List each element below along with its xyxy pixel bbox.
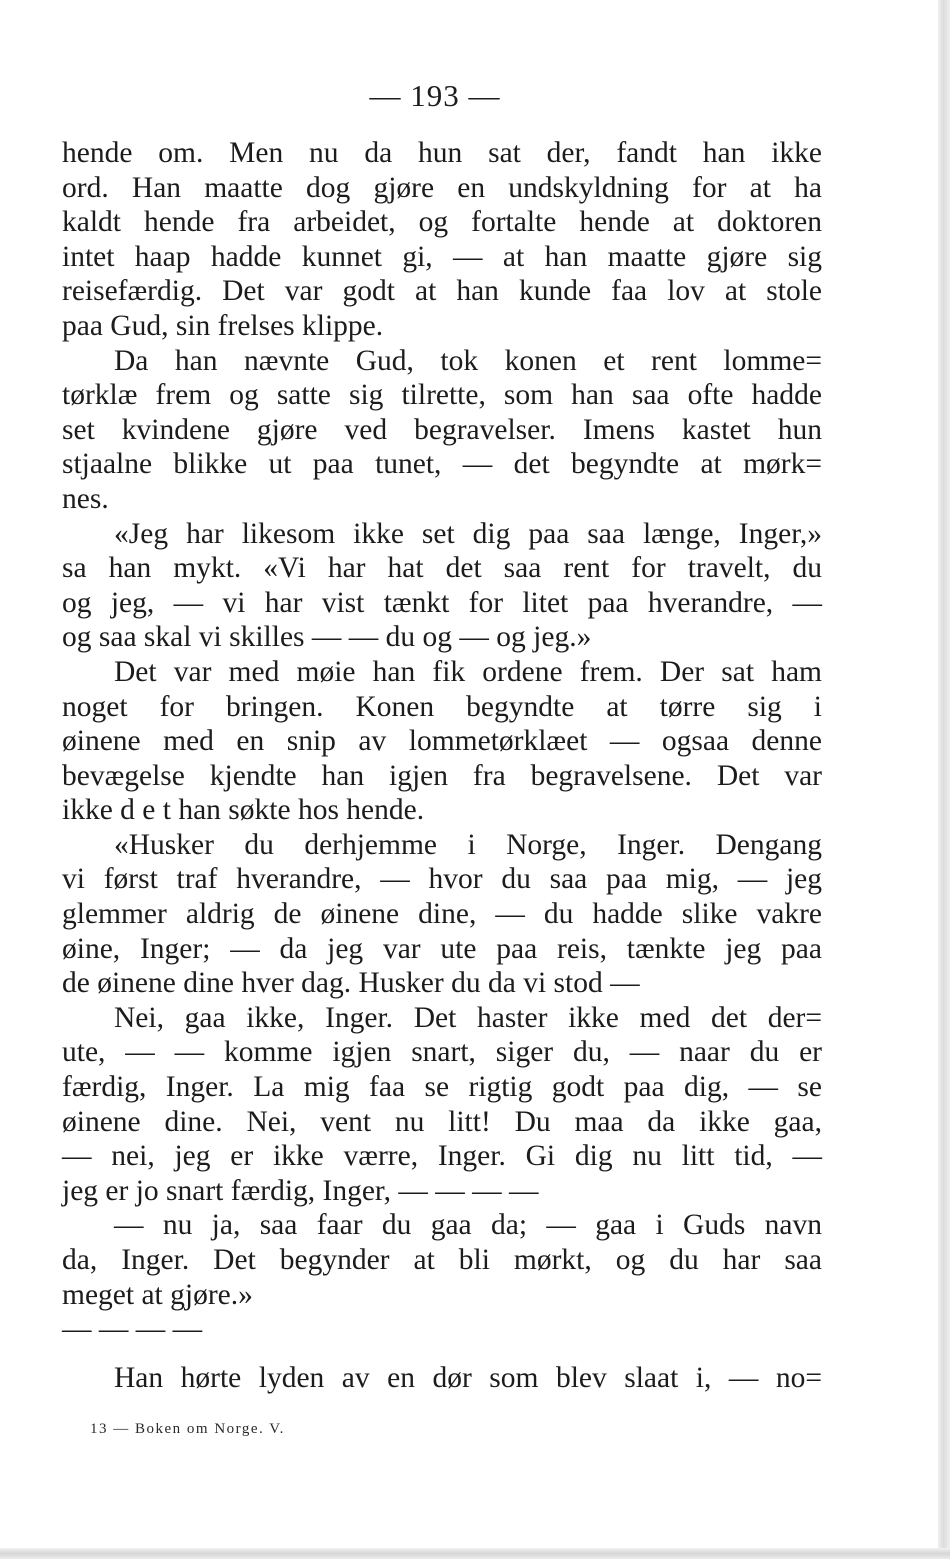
text-line: nes. <box>62 482 109 515</box>
body-text <box>62 136 822 1395</box>
text-line: ord. Han maatte dog gjøre en undskyldning for at ha <box>62 171 822 204</box>
text-line: paa Gud, sin frelses klippe. <box>62 309 384 342</box>
text-line: færdig, Inger. La mig faa se rigtig godt paa dig, — se <box>62 1071 822 1104</box>
text-line: — nu ja, saa faar du gaa da; — gaa i Guds navn <box>114 1209 822 1242</box>
text-line: Det var med møie han fik ordene frem. Der sat ham <box>114 655 822 688</box>
text-line: Nei, gaa ikke, Inger. Det haster ikke med det der= <box>114 1001 822 1034</box>
text-line: meget at gjøre.» <box>62 1278 253 1311</box>
text-line: glemmer aldrig de øinene dine, — du hadde slike vakre <box>62 898 822 931</box>
text-line: øinene dine. Nei, vent nu litt! Du maa da ikke gaa, <box>62 1105 822 1138</box>
page-number: — 193 — <box>369 78 501 113</box>
text-line: kaldt hende fra arbeidet, og fortalte hende at doktoren <box>62 206 822 239</box>
text-line: sa han mykt. «Vi har hat det saa rent for travelt, du <box>62 552 822 585</box>
text-line: øine, Inger; — da jeg var ute paa reis, tænkte jeg paa <box>62 932 822 965</box>
paragraph-gap <box>62 1347 822 1361</box>
text-line: de øinene dine hver dag. Husker du da vi stod — <box>62 967 640 1000</box>
text-line: noget for bringen. Konen begyndte at tørre sig i <box>62 690 822 723</box>
page-edge-shadow-bottom <box>0 1548 950 1559</box>
text-line: — nei, jeg er ikke værre, Inger. Gi dig nu litt tid, — <box>62 1140 822 1173</box>
text-line: øinene med en snip av lommetørklæet — ogsaa denne <box>62 725 822 758</box>
text-line: stjaalne blikke ut paa tunet, — det begyndte at mørk= <box>62 448 822 481</box>
text-line: og saa skal vi skilles — — du og — og jeg.» <box>62 621 592 654</box>
text-line: ute, — — komme igjen snart, siger du, — naar du er <box>62 1036 822 1069</box>
text-line: reisefærdig. Det var godt at han kunde faa lov at stole <box>62 275 822 308</box>
text-line: bevægelse kjendte han igjen fra begravelsene. Det var <box>62 759 822 792</box>
text-line: vi først traf hverandre, — hvor du saa paa mig, — jeg <box>62 863 822 896</box>
text-line: Da han nævnte Gud, tok konen et rent lomme= <box>114 344 822 377</box>
text-line: — — — — <box>62 1313 203 1346</box>
text-line: set kvindene gjøre ved begravelser. Imens kastet hun <box>62 413 822 446</box>
signature-footer: 13 — Boken om Norge. V. <box>90 1421 285 1437</box>
text-line: «Husker du derhjemme i Norge, Inger. Dengang <box>114 828 822 861</box>
text-line: og jeg, — vi har vist tænkt for litet paa hverandre, — <box>62 586 822 619</box>
text-line: Han hørte lyden av en dør som blev slaat i, — no= <box>114 1361 822 1394</box>
text-line: tørklæ frem og satte sig tilrette, som han saa ofte hadde <box>62 379 822 412</box>
text-line: ikke d e t han søkte hos hende. <box>62 794 425 827</box>
text-line: hende om. Men nu da hun sat der, fandt han ikke <box>62 137 822 169</box>
text-line: «Jeg har likesom ikke set dig paa saa længe, Inger,» <box>114 517 822 550</box>
page-edge-shadow <box>938 0 950 1559</box>
text-line: da, Inger. Det begynder at bli mørkt, og du har saa <box>62 1244 822 1276</box>
text-line: jeg er jo snart færdig, Inger, — — — — <box>62 1174 539 1207</box>
text-line: intet haap hadde kunnet gi, — at han maatte gjøre sig <box>62 240 822 273</box>
